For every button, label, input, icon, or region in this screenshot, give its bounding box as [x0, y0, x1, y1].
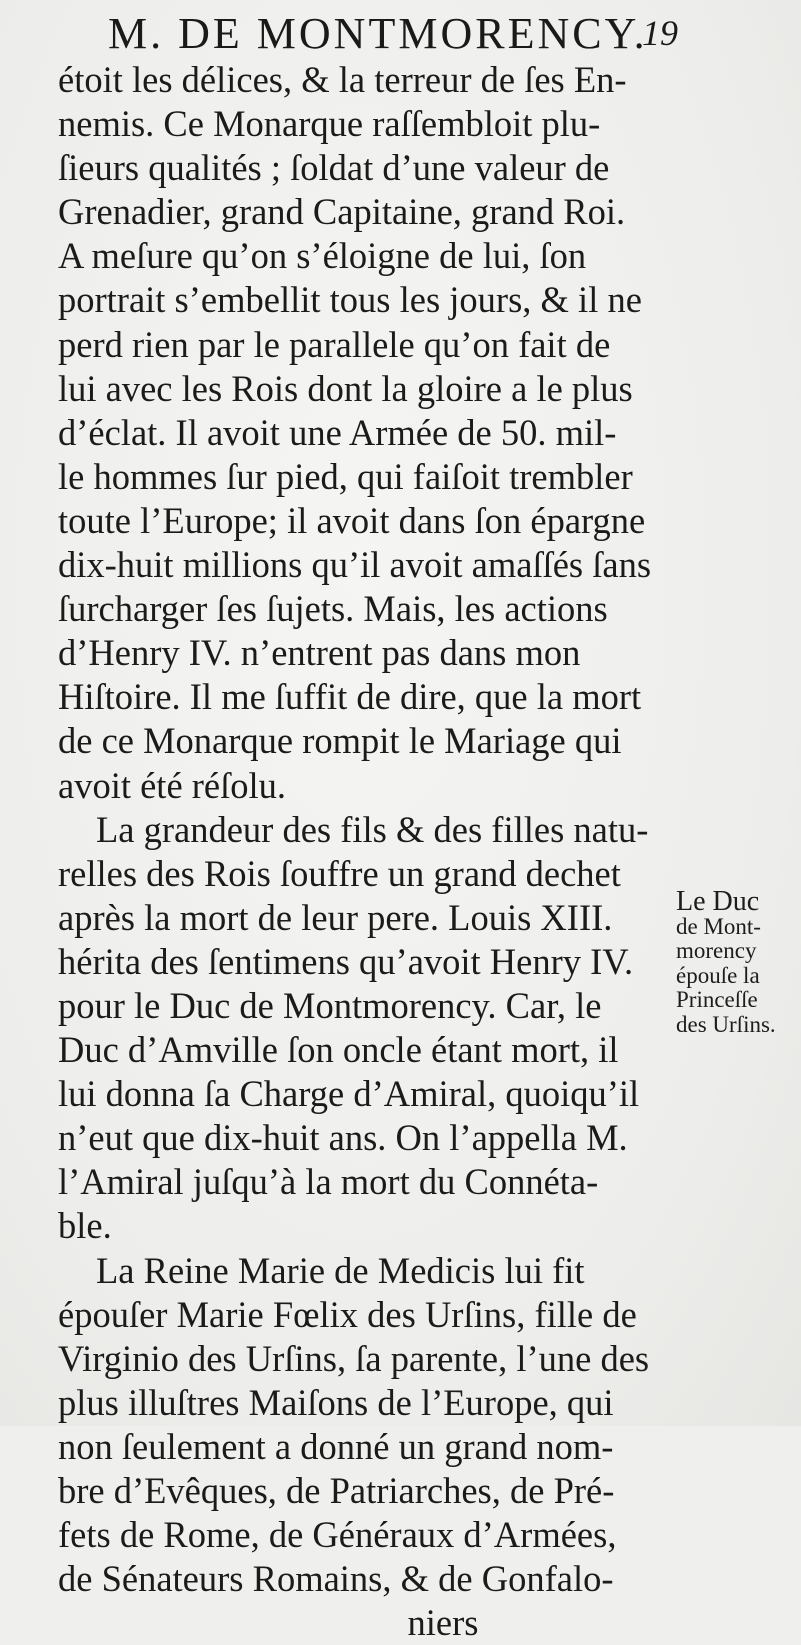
text-line: ſieurs qualités ; ſoldat d’une valeur de: [58, 147, 610, 189]
text-line: hérita des ſentimens qu’avoit Henry IV.: [58, 940, 634, 982]
body-text: [58, 58, 668, 1645]
text-line: l’Amiral juſqu’à la mort du Connéta-: [58, 1161, 599, 1203]
margin-note-line: Princeſſe: [676, 987, 758, 1012]
text-line: nemis. Ce Monarque raſſembloit plu-: [58, 103, 601, 145]
text-line: étoit les délices, & la terreur de ſes En-: [58, 59, 627, 100]
text-line: ſurcharger ſes ſujets. Mais, les actions: [58, 588, 608, 630]
text-line: ble.: [58, 1205, 112, 1247]
text-line: d’Henry IV. n’entrent pas dans mon: [58, 632, 581, 674]
text-line: A meſure qu’on s’éloigne de lui, ſon: [58, 235, 587, 277]
page-header: [58, 8, 718, 62]
text-line: toute l’Europe; il avoit dans ſon épargne: [58, 499, 646, 541]
text-line: portrait s’embellit tous les jours, & il ne: [58, 279, 642, 321]
margin-note-line: de Mont-: [676, 913, 761, 939]
text-line: non ſeulement a donné un grand nom-: [58, 1425, 614, 1467]
text-line: dix-huit millions qu’il avoit amaſſés ſans: [58, 544, 652, 586]
text-line: bre d’Evêques, de Patriarches, de Pré-: [58, 1470, 615, 1511]
text-line: Virginio des Urſins, ſa parente, l’une des: [58, 1337, 650, 1379]
text-line: Hiſtoire. Il me ſuffit de dire, que la mort: [58, 676, 642, 718]
text-line: relles des Rois ſouffre un grand dechet: [58, 852, 621, 894]
text-line: fets de Rome, de Généraux d’Armées,: [58, 1514, 617, 1556]
text-line-indented: La grandeur des fils & des filles natu-: [96, 808, 649, 850]
running-head: M. DE MONTMORENCY.: [108, 9, 648, 58]
text-line: d’éclat. Il avoit une Armée de 50. mil-: [58, 411, 617, 453]
text-line: le hommes ſur pied, qui faiſoit trembler: [58, 455, 633, 497]
text-line: perd rien par le parallele qu’on fait de: [58, 323, 611, 365]
text-line: pour le Duc de Montmorency. Car, le: [58, 984, 602, 1026]
page-number: 19: [642, 13, 678, 53]
text-line: plus illuſtres Maiſons de l’Europe, qui: [58, 1381, 614, 1423]
catchword: niers: [407, 1602, 479, 1644]
text-line: lui donna ſa Charge d’Amiral, quoiqu’il: [58, 1073, 640, 1115]
text-line: épouſer Marie Fœlix des Urſins, fille de: [58, 1293, 637, 1335]
text-line: n’eut que dix-huit ans. On l’appella M.: [58, 1117, 628, 1159]
text-line: avoit été réſolu.: [58, 764, 287, 806]
text-line: lui avec les Rois dont la gloire a le plus: [58, 367, 633, 409]
text-line: après la mort de leur pere. Louis XIII.: [58, 896, 613, 938]
margin-note-line: morency: [676, 938, 757, 963]
margin-note-line: des Urſins.: [676, 1011, 776, 1037]
text-line: Grenadier, grand Capitaine, grand Roi.: [58, 191, 626, 233]
text-line: de ce Monarque rompit le Mariage qui: [58, 720, 622, 762]
text-line-indented: La Reine Marie de Medicis lui fit: [96, 1249, 585, 1291]
text-line: de Sénateurs Romains, & de Gonfalo-: [58, 1558, 614, 1600]
margin-note-line: Le Duc: [676, 886, 760, 917]
margin-note: [676, 886, 800, 1037]
margin-note-line: épouſe la: [676, 962, 760, 988]
text-line: Duc d’Amville ſon oncle étant mort, il: [58, 1029, 619, 1071]
